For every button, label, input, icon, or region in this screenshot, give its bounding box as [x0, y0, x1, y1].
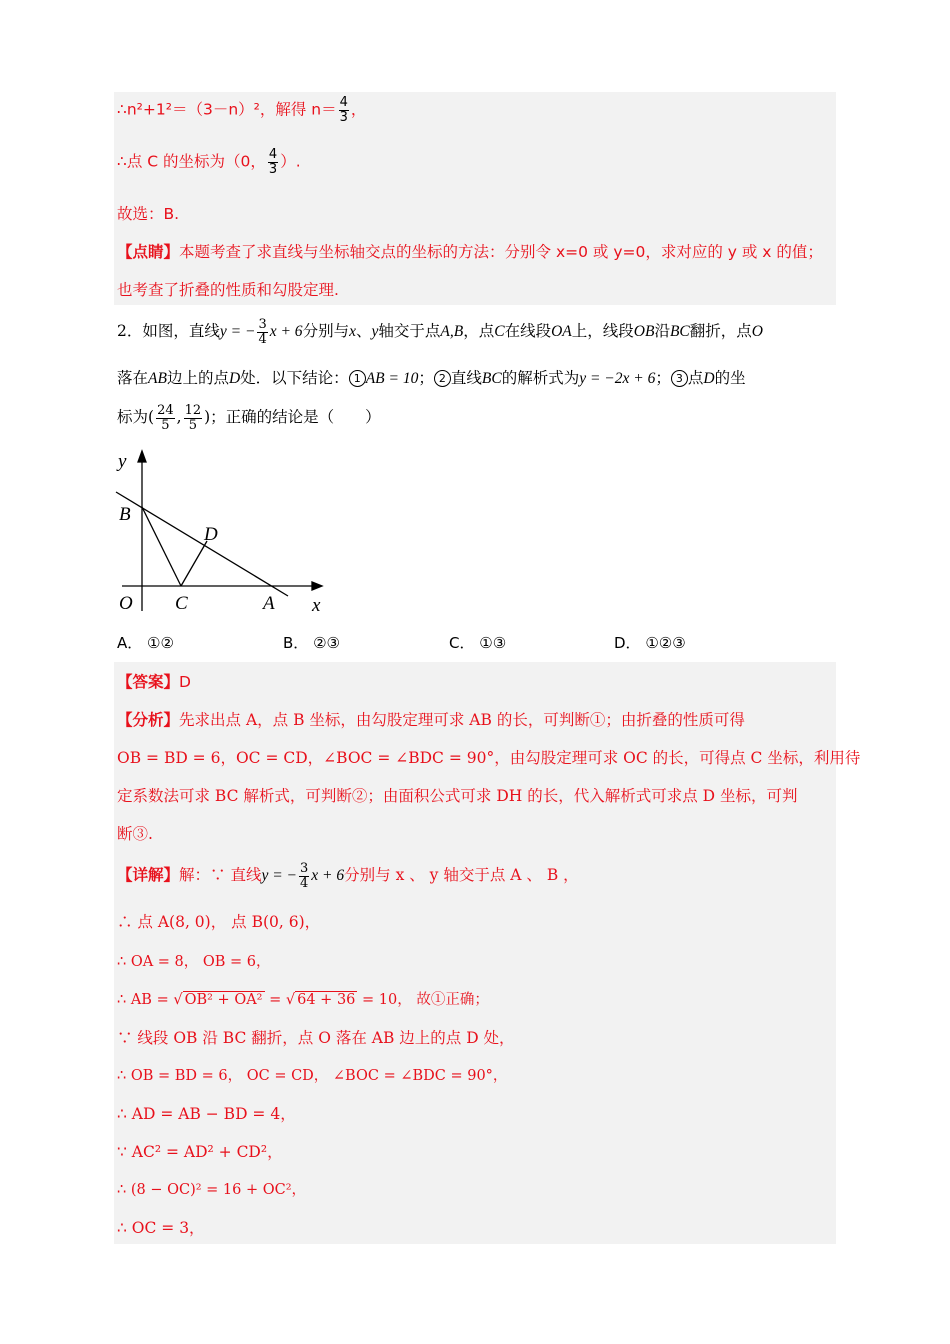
circled-1: 1	[349, 370, 366, 387]
prev-solution-comment-2: 也考查了折叠的性质和勾股定理.	[117, 281, 339, 299]
prev-solution-comment: 【点睛】本题考查了求直线与坐标轴交点的坐标的方法：分别令 x=0 或 y=0，求对应的 y 或 x 的值；	[117, 243, 823, 261]
answer-line: 【答案】D	[117, 673, 191, 691]
detail-line-5: ∵ 线段 OB 沿 BC 翻折，点 O 落在 AB 边上的点 D 处，	[117, 1029, 515, 1047]
detail-line-2: ∴ 点 A(8, 0)， 点 B(0, 6)，	[117, 913, 321, 931]
analysis-line-2: OB = BD = 6，OC = CD，∠BOC = ∠BDC = 90°，由勾股定理可求 OC 的长，可得点 C 坐标，利用待	[117, 749, 861, 767]
analysis-line-3: 定系数法可求 BC 解析式，可判断②；由面积公式可求 DH 的长，代入解析式可求点 D 坐标，可判	[117, 787, 798, 805]
question-line-1: 2．如图，直线y = − $\frac{3}{4}$ x + 6分别与x、y轴交于点A,B，点C在线段OA上，线段OB沿BC翻折，点O	[117, 317, 763, 347]
y-axis-arrow	[138, 451, 146, 462]
detail-line-10: ∴ OC = 3，	[117, 1219, 205, 1237]
label-B: B	[119, 504, 131, 525]
circled-2: 2	[434, 370, 451, 387]
prev-solution-line-1: ∴n²+1²＝（3－n）²，解得 n＝ $\frac{4}{3}$ ，	[117, 95, 367, 125]
detail-line-3: ∴ OA = 8， OB = 6，	[117, 954, 271, 970]
prev-solution-line-2: ∴点 C 的坐标为（0， $\frac{4}{3}$ ）.	[117, 147, 301, 177]
circled-3: 3	[671, 370, 688, 387]
detail-line-1: 【详解】解：∵ 直线y = − $\frac{3}{4}$ x + 6分别与 x 、 y 轴交于点 A 、 B ，	[117, 861, 579, 891]
analysis-line-1: 【分析】先求出点 A，点 B 坐标，由勾股定理可求 AB 的长，可判断①；由折叠的性质可得	[117, 711, 745, 729]
detail-line-9: ∴ (8 − OC)² = 16 + OC²，	[117, 1182, 307, 1198]
label-A: A	[263, 593, 275, 614]
option-b[interactable]: B． ②③	[283, 634, 340, 652]
label-y: y	[118, 451, 127, 472]
fraction: $\frac{3}{4}$	[258, 317, 267, 347]
fraction: $\frac{4}{3}$	[339, 95, 348, 125]
label-C: C	[175, 593, 188, 614]
detail-line-8: ∵ AC² = AD² + CD²，	[117, 1143, 283, 1161]
prev-solution-choice: 故选：B.	[117, 205, 180, 223]
analysis-line-4: 断③.	[117, 825, 153, 843]
fraction: $\frac{4}{3}$	[268, 147, 278, 177]
fraction: $\frac{12}{5}$	[184, 403, 202, 433]
option-d[interactable]: D． ①②③	[614, 634, 686, 652]
geometry-figure	[100, 445, 340, 620]
option-a[interactable]: A． ①②	[117, 634, 174, 652]
label-x: x	[312, 595, 321, 616]
question-line-3: 标为( $\frac{24}{5}$ , $\frac{12}{5}$ )；正确的结论是（ ）	[117, 403, 381, 433]
fraction: $\frac{3}{4}$	[300, 861, 309, 891]
fraction: $\frac{24}{5}$	[157, 403, 174, 433]
label-O: O	[119, 593, 133, 614]
detail-line-4: ∴ AB = √ OB² + OA² = √ 64 + 36 = 10， 故①正确；	[117, 992, 489, 1008]
question-line-2: 落在AB边上的点D处．以下结论： 1 AB = 10； 2 直线BC的解析式为y = −2x + 6； 3 点D的坐	[117, 369, 746, 387]
segment-CD	[181, 541, 207, 586]
detail-line-6: ∴ OB = BD = 6， OC = CD， ∠BOC = ∠BDC = 90°，	[117, 1068, 508, 1084]
x-axis-arrow	[312, 582, 322, 590]
option-c[interactable]: C． ①③	[449, 634, 507, 652]
detail-line-7: ∴ AD = AB − BD = 4，	[117, 1105, 296, 1123]
label-D: D	[204, 524, 218, 545]
